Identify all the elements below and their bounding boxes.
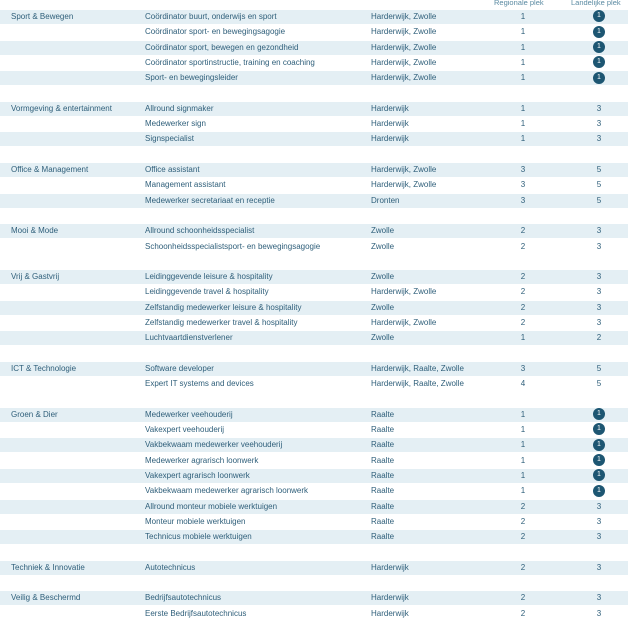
category-label: Techniek & Innovatie	[11, 562, 85, 572]
national-place-badge: 1	[593, 469, 605, 481]
national-place: 3	[596, 103, 602, 113]
table-row	[0, 454, 628, 468]
table-row	[0, 41, 628, 55]
national-place: 3	[596, 134, 602, 144]
national-place: 5	[596, 379, 602, 389]
location-text: Harderwijk, Zwolle	[371, 318, 437, 327]
national-place-badge: 1	[593, 26, 605, 38]
table-row	[0, 316, 628, 330]
national-place: 3	[596, 593, 602, 603]
national-place	[588, 56, 610, 70]
category-label: Office & Management	[11, 165, 89, 174]
header-national: Landelijke plek	[571, 0, 621, 7]
table-row	[0, 10, 628, 24]
function-name: Autotechnicus	[145, 562, 196, 572]
national-place: 3	[596, 272, 602, 282]
function-name: Luchtvaartdienstverlener	[145, 333, 233, 343]
national-place-badge: 1	[593, 485, 605, 497]
table-row	[0, 117, 628, 131]
function-name: Coördinator buurt, onderwijs en sport	[145, 12, 277, 21]
national-place: 5	[596, 363, 602, 373]
regional-place: 3	[520, 165, 526, 174]
national-place-badge: 1	[593, 41, 605, 53]
table-row	[0, 240, 628, 254]
location-text: Zwolle	[371, 241, 395, 251]
function-name: Vakbekwaam medewerker veehouderij	[145, 440, 283, 450]
national-place: 5	[596, 180, 602, 190]
regional-place: 1	[520, 103, 526, 113]
function-name: Coördinator sport, bewegen en gezondheid	[145, 42, 299, 52]
regional-place: 1	[520, 27, 526, 37]
national-place: 3	[596, 516, 602, 526]
function-name: Medewerker secretariaat en receptie	[145, 195, 275, 205]
national-place: 3	[596, 532, 602, 542]
table-row	[0, 607, 628, 621]
regional-place: 1	[520, 119, 526, 129]
regional-place: 1	[520, 12, 526, 21]
location-text: Harderwijk, Zwolle	[371, 12, 437, 21]
regional-place: 2	[520, 226, 526, 236]
location-text: Raalte	[371, 425, 395, 435]
regional-place: 3	[520, 363, 526, 373]
national-place: 2	[596, 333, 602, 343]
location-text: Raalte	[371, 532, 395, 542]
national-place: 3	[596, 302, 602, 312]
location-text: Harderwijk	[371, 608, 409, 618]
category-label: Vormgeving & entertainment	[11, 103, 112, 113]
location-text: Raalte	[371, 471, 395, 480]
national-place-badge: 1	[593, 423, 605, 435]
function-name: Vakexpert veehouderij	[145, 425, 225, 435]
national-place	[588, 41, 610, 55]
function-name: Coördinator sportinstructie, training en coaching	[145, 57, 315, 67]
table-row	[0, 301, 628, 315]
table-row	[0, 102, 628, 116]
function-name: Leidinggevende leisure & hospitality	[145, 272, 273, 282]
national-place: 3	[596, 226, 602, 236]
table-row	[0, 194, 628, 208]
table-row	[0, 132, 628, 146]
table-row	[0, 285, 628, 299]
regional-place: 1	[520, 440, 526, 450]
national-place-badge: 1	[593, 408, 605, 420]
location-text: Raalte	[371, 516, 395, 526]
regional-place: 1	[520, 42, 526, 52]
regional-place: 1	[520, 409, 526, 419]
regional-place: 2	[520, 272, 526, 282]
location-text: Raalte	[371, 409, 395, 419]
national-place: 3	[596, 318, 602, 327]
table-row	[0, 515, 628, 529]
regional-place: 2	[520, 516, 526, 526]
table-row	[0, 423, 628, 437]
function-name: Medewerker sign	[145, 119, 206, 129]
regional-place: 1	[520, 486, 526, 496]
location-text: Raalte	[371, 455, 395, 465]
table-row	[0, 469, 628, 483]
function-name: Management assistant	[145, 180, 226, 190]
location-text: Raalte	[371, 486, 395, 496]
national-place: 3	[596, 562, 602, 572]
category-label: Groen & Dier	[11, 409, 58, 419]
table-row	[0, 408, 628, 422]
table-row	[0, 56, 628, 70]
regional-place: 1	[520, 73, 526, 83]
function-name: Zelfstandig medewerker travel & hospitality	[145, 318, 298, 327]
function-name: Coördinator sport- en bewegingsagogie	[145, 27, 286, 37]
regional-place: 3	[520, 195, 526, 205]
location-text: Dronten	[371, 195, 400, 205]
national-place-badge: 1	[593, 454, 605, 466]
national-place	[588, 408, 610, 422]
national-place	[588, 25, 610, 39]
table-row	[0, 163, 628, 177]
table-row	[0, 331, 628, 345]
location-text: Harderwijk, Raalte, Zwolle	[371, 363, 464, 373]
location-text: Raalte	[371, 501, 395, 511]
national-place: 3	[596, 241, 602, 251]
national-place: 3	[596, 501, 602, 511]
regional-place: 2	[520, 608, 526, 618]
function-name: Vakbekwaam medewerker agrarisch loonwerk	[145, 486, 309, 496]
location-text: Harderwijk, Raalte, Zwolle	[371, 379, 464, 389]
function-name: Bedrijfsautotechnicus	[145, 593, 222, 603]
table-row	[0, 71, 628, 85]
function-name: Medewerker agrarisch loonwerk	[145, 455, 259, 465]
national-place	[588, 423, 610, 437]
national-place	[588, 71, 610, 85]
location-text: Harderwijk	[371, 562, 409, 572]
location-text: Zwolle	[371, 272, 395, 282]
function-name: Technicus mobiele werktuigen	[145, 532, 252, 542]
national-place	[588, 454, 610, 468]
location-text: Harderwijk	[371, 103, 409, 113]
table-row	[0, 25, 628, 39]
national-place: 5	[596, 195, 602, 205]
location-text: Harderwijk, Zwolle	[371, 42, 437, 52]
function-name: Office assistant	[145, 165, 200, 174]
function-name: Eerste Bedrijfsautotechnicus	[145, 608, 247, 618]
function-name: Allround schoonheidsspecialist	[145, 226, 255, 236]
location-text: Raalte	[371, 440, 395, 450]
table-row	[0, 561, 628, 575]
function-name: Expert IT systems and devices	[145, 379, 254, 389]
function-name: Schoonheidsspecialistsport- en bewegingsagogie	[145, 241, 321, 251]
category-label: Sport & Bewegen	[11, 12, 74, 21]
regional-place: 1	[520, 455, 526, 465]
function-name: Allround signmaker	[145, 103, 214, 113]
regional-place: 2	[520, 241, 526, 251]
national-place-badge: 1	[593, 72, 605, 84]
location-text: Zwolle	[371, 333, 395, 343]
regional-place: 2	[520, 532, 526, 542]
location-text: Harderwijk	[371, 593, 409, 603]
table-row	[0, 178, 628, 192]
category-label: Mooi & Mode	[11, 226, 59, 236]
regional-place: 1	[520, 333, 526, 343]
regional-place: 4	[520, 379, 526, 389]
location-text: Zwolle	[371, 302, 395, 312]
table-row	[0, 591, 628, 605]
table-row	[0, 270, 628, 284]
regional-place: 1	[520, 471, 526, 480]
regional-place: 3	[520, 180, 526, 190]
location-text: Harderwijk, Zwolle	[371, 165, 437, 174]
location-text: Harderwijk	[371, 134, 409, 144]
national-place: 5	[596, 165, 602, 174]
category-label: Vrij & Gastvrij	[11, 272, 60, 282]
table-row	[0, 438, 628, 452]
function-name: Monteur mobiele werktuigen	[145, 516, 246, 526]
table-row	[0, 362, 628, 376]
national-place-badge: 1	[593, 439, 605, 451]
regional-place: 2	[520, 562, 526, 572]
national-place	[588, 469, 610, 483]
national-place	[588, 438, 610, 452]
regional-place: 1	[520, 57, 526, 67]
table-row	[0, 377, 628, 391]
table-row	[0, 500, 628, 514]
national-place	[588, 484, 610, 498]
location-text: Harderwijk, Zwolle	[371, 27, 437, 37]
table-row	[0, 530, 628, 544]
regional-place: 1	[520, 134, 526, 144]
national-place-badge: 1	[593, 10, 605, 22]
table-row	[0, 484, 628, 498]
location-text: Harderwijk, Zwolle	[371, 73, 437, 83]
function-name: Medewerker veehouderij	[145, 409, 233, 419]
location-text: Harderwijk, Zwolle	[371, 180, 437, 190]
national-place: 3	[596, 287, 602, 297]
function-name: Zelfstandig medewerker leisure & hospitality	[145, 302, 302, 312]
regional-place: 2	[520, 302, 526, 312]
location-text: Harderwijk	[371, 119, 409, 129]
category-label: ICT & Technologie	[11, 363, 77, 373]
location-text: Harderwijk, Zwolle	[371, 57, 437, 67]
function-name: Sport- en bewegingsleider	[145, 73, 238, 83]
function-name: Signspecialist	[145, 134, 194, 144]
function-name: Vakexpert agrarisch loonwerk	[145, 471, 250, 480]
category-label: Veilig & Beschermd	[11, 593, 81, 603]
national-place	[588, 10, 610, 24]
national-place-badge: 1	[593, 56, 605, 68]
regional-place: 2	[520, 593, 526, 603]
national-place: 3	[596, 119, 602, 129]
header-regional: Regionale plek	[494, 0, 544, 7]
table-row	[0, 224, 628, 238]
location-text: Zwolle	[371, 226, 395, 236]
national-place: 3	[596, 608, 602, 618]
function-name: Allround monteur mobiele werktuigen	[145, 501, 278, 511]
regional-place: 1	[520, 425, 526, 435]
regional-place: 2	[520, 287, 526, 297]
function-name: Leidinggevende travel & hospitality	[145, 287, 269, 297]
regional-place: 2	[520, 501, 526, 511]
function-name: Software developer	[145, 363, 214, 373]
regional-place: 2	[520, 318, 526, 327]
location-text: Harderwijk, Zwolle	[371, 287, 437, 297]
